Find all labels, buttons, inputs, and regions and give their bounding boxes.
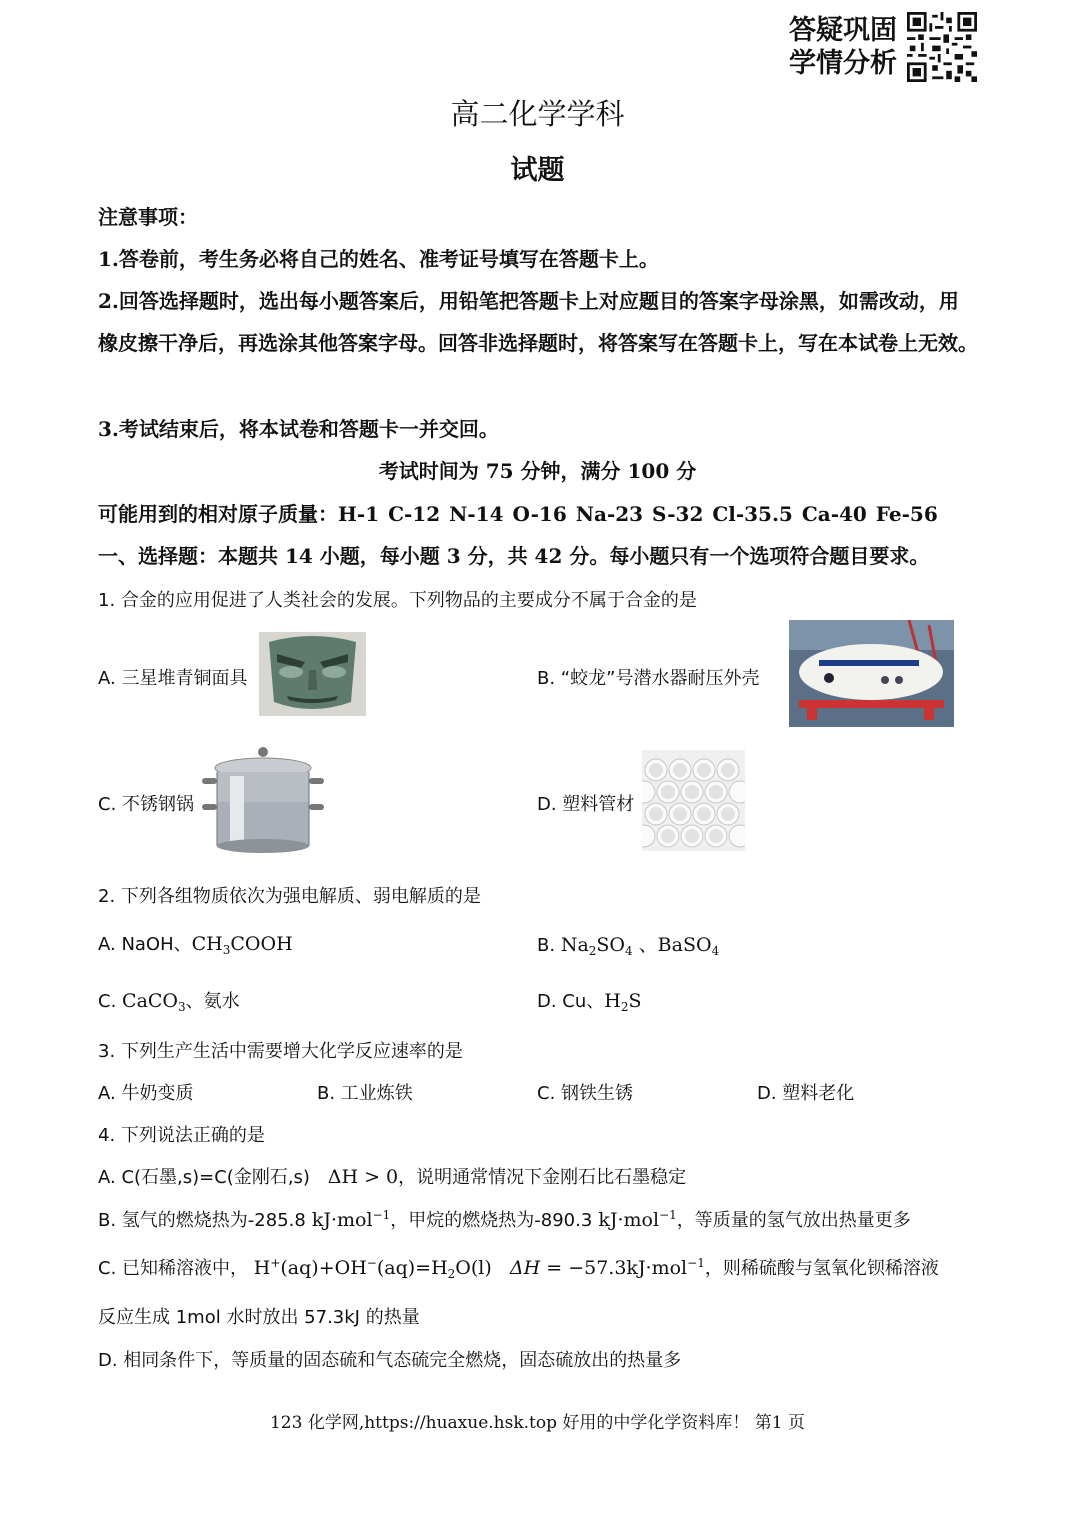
question-1-option-c[interactable]: C. 不锈钢锅 (98, 794, 195, 815)
question-4-stem: 4. 下列说法正确的是 (98, 1125, 265, 1146)
formula-h2s: $H_2S$ (604, 990, 642, 1014)
option-c-text-1: C. 已知稀溶液中， (98, 1258, 249, 1279)
option-b-text-2: ，甲烷的燃烧热为-890.3 (390, 1210, 593, 1231)
option-a-text: A. C(石墨,s)=C(金刚石,s) (98, 1167, 310, 1188)
question-4-option-d[interactable]: D. 相同条件下，等质量的固态硫和气态硫完全燃烧，固态硫放出的热量多 (98, 1350, 682, 1371)
badge-line-1: 答疑巩固 (789, 15, 897, 46)
section-heading: 一、选择题：本题共 14 小题，每小题 3 分，共 42 分。每小题只有一个选项符合题目要求。 (98, 544, 930, 568)
option-c-suffix: 、氨水 (185, 991, 240, 1012)
option-c-prefix: C. (98, 991, 117, 1012)
atomic-masses: 可能用到的相对原子质量：H-1 C-12 N-14 O-16 Na-23 S-32 Cl-35.5 Ca-40 Fe-56 (98, 502, 938, 526)
question-4-option-c[interactable] (98, 1254, 939, 1281)
option-b-text-3: ，等质量的氢气放出热量更多 (676, 1210, 911, 1231)
exam-time: 考试时间为 75 分钟，满分 100 分 (378, 459, 697, 483)
plastic-pipes-image (642, 750, 745, 851)
option-c-text-2: ，则稀硫酸与氢氧化钡稀溶液 (704, 1258, 939, 1279)
question-4-option-c-line-2: 反应生成 1mol 水时放出 57.3kJ 的热量 (98, 1307, 420, 1328)
formula-na2so4-baso4: $Na_2SO_4$ 、BaSO$_4$ (560, 934, 720, 958)
unit-kj-mol: kJ·mol$^{-1}$ (305, 1208, 391, 1231)
option-a-tail: ，说明通常情况下金刚石比石墨稳定 (398, 1167, 687, 1188)
question-3-option-b[interactable]: B. 工业炼铁 (317, 1083, 413, 1104)
question-3-option-a[interactable]: A. 牛奶变质 (98, 1083, 194, 1104)
unit-kj-mol-2: kJ·mol$^{-1}$ (592, 1208, 677, 1231)
question-1-option-b[interactable]: B. “蛟龙”号潜水器耐压外壳 (537, 668, 760, 689)
question-1-option-d[interactable]: D. 塑料管材 (537, 794, 635, 815)
question-1-stem: 1. 合金的应用促进了人类社会的发展。下列物品的主要成分不属于合金的是 (98, 590, 697, 611)
question-3-stem: 3. 下列生产生活中需要增大化学反应速率的是 (98, 1041, 463, 1062)
option-d-prefix: D. Cu、 (537, 991, 605, 1012)
question-3-option-c[interactable]: C. 钢铁生锈 (537, 1083, 634, 1104)
submersible-image (789, 620, 954, 727)
notice-item-2: 2.回答选择题时，选出每小题答案后，用铅笔把答题卡上对应题目的答案字母涂黑，如需改动，用橡皮擦干净后，再选涂其他答案字母。回答非选择题时，将答案写在答题卡上，写在本试卷上无效。 (98, 289, 978, 355)
steel-pot-image (200, 742, 326, 858)
neutralization-equation: $H^+(aq)+OH^-(aq)=H_2O(l) \Delta H = -57.3kJ\cdot mol^{-1}$ (253, 1256, 705, 1281)
bronze-mask-image (259, 632, 366, 716)
formula-ch3cooh: $CH_3COOH$ (191, 933, 293, 957)
notice-item-3: 3.考试结束后，将本试卷和答题卡一并交回。 (98, 417, 499, 441)
page-subtitle: 试题 (510, 155, 565, 186)
header-badge (789, 14, 897, 80)
delta-h-positive: ΔH > 0 (315, 1166, 399, 1188)
question-2-option-d[interactable] (537, 987, 642, 1014)
formula-caco3: CaCO$_3$ (122, 990, 186, 1014)
question-4-option-b[interactable] (98, 1206, 911, 1232)
question-2-stem: 2. 下列各组物质依次为强电解质、弱电解质的是 (98, 886, 481, 907)
qr-code-icon[interactable] (907, 12, 977, 82)
question-1-option-a[interactable]: A. 三星堆青铜面具 (98, 668, 248, 689)
page-title: 高二化学学科 (450, 97, 625, 131)
question-4-option-a[interactable] (98, 1163, 686, 1189)
question-2-option-b[interactable] (537, 930, 719, 958)
option-b-text-1: B. 氢气的燃烧热为-285.8 (98, 1210, 306, 1231)
question-3-option-d[interactable]: D. 塑料老化 (757, 1083, 855, 1104)
option-a-prefix: A. NaOH、 (98, 934, 192, 955)
badge-line-2: 学情分析 (789, 48, 897, 79)
notice-item-1: 1.答卷前，考生务必将自己的姓名、准考证号填写在答题卡上。 (98, 247, 659, 271)
page-footer: 123 化学网,https://huaxue.hsk.top 好用的中学化学资料库！ 第1 页 (269, 1413, 806, 1433)
question-2-option-c[interactable] (98, 987, 240, 1014)
question-2-option-a[interactable] (98, 930, 293, 957)
notice-heading: 注意事项： (98, 205, 198, 229)
option-b-prefix: B. (537, 935, 556, 956)
